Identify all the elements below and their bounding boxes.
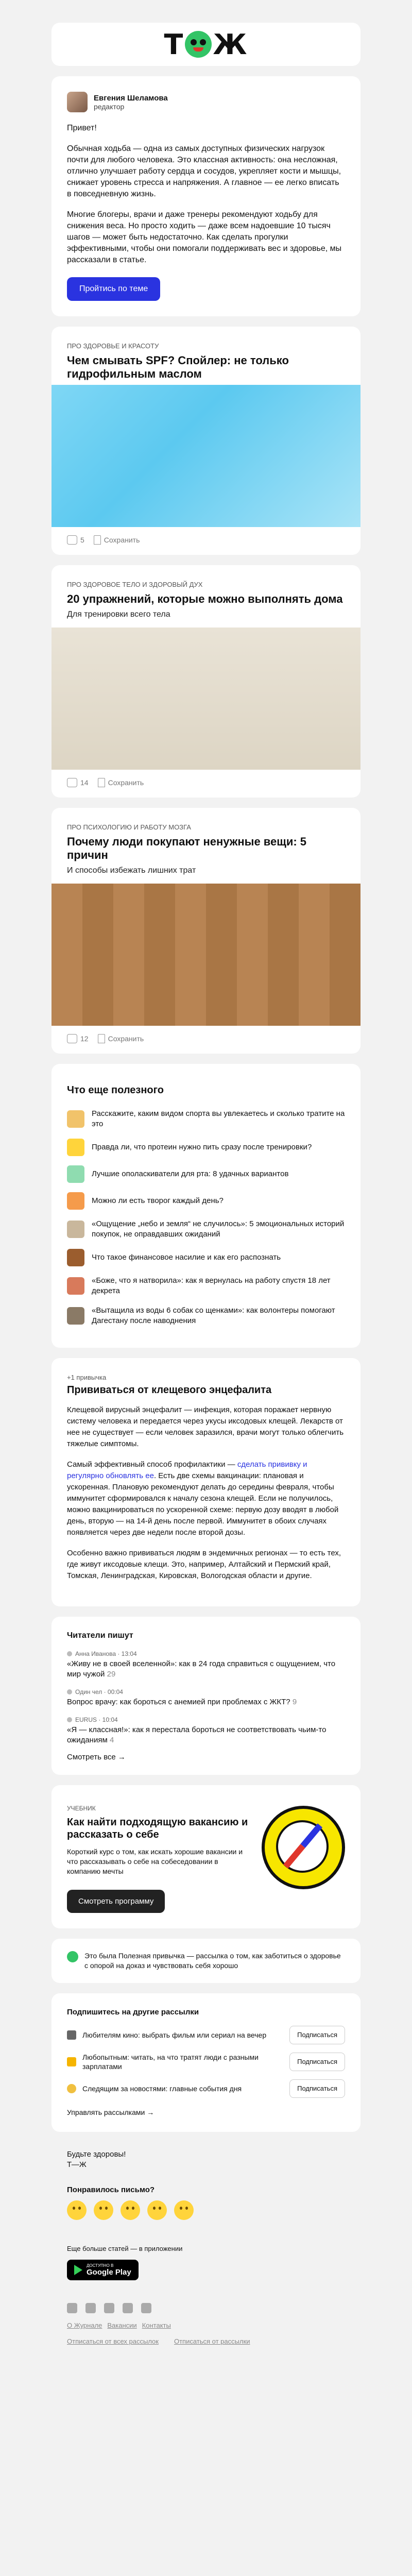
thumbnail: [67, 1277, 84, 1295]
logo-letter-t: Т: [164, 28, 184, 61]
save-button[interactable]: Сохранить: [94, 535, 140, 545]
footer-links: [52, 2321, 360, 2329]
emoji-happy-icon[interactable]: [147, 2200, 167, 2220]
course-program-button[interactable]: Смотреть программу: [67, 1890, 165, 1913]
intro-card: [52, 76, 360, 316]
compass-icon: [262, 1806, 345, 1889]
bookmark-icon: [98, 778, 105, 787]
comments-counter[interactable]: 5: [67, 535, 84, 545]
article-image-shopping[interactable]: [52, 884, 360, 1026]
thumbnail: [67, 1192, 84, 1210]
habit-paragraph-2: Самый эффективный способ профилактики — сделать прививку и регулярно обновлять ее. Есть две схемы вакцинации: плановая и ускоренная. Плановую рекомендуют делать до середины февраля, чтобы иммунитет сформировался к началу сезона клещей. Если не получилось, можно вакцинироваться по ускоренной схеме: первую дозу вводят в любой день, вторую — на 14-й день после первой. Иммунитет в обоих случаях появляется через две недели после второй дозы.: [67, 1460, 339, 1537]
list-item[interactable]: «Боже, что я натворила»: как я вернулась на работу спустя 18 лет декрета: [52, 1276, 360, 1296]
apple-icon: [67, 1951, 78, 1962]
article-title[interactable]: Почему люди покупают ненужные вещи: 5 причин: [67, 835, 307, 861]
telegram-icon[interactable]: [85, 2303, 96, 2313]
list-item[interactable]: «Ощущение „небо и земля“ не случилось»: 5 эмоциональных историй покупок, не оправдавших ожиданий: [52, 1219, 360, 1240]
unsubscribe-links: [52, 2337, 360, 2345]
thumbnail: [67, 1110, 84, 1128]
course-card: [52, 1785, 360, 1928]
youtube-icon[interactable]: [141, 2303, 151, 2313]
x-icon[interactable]: [104, 2303, 114, 2313]
avatar: [67, 1651, 72, 1656]
money-icon: [67, 2057, 76, 2066]
article-subtitle: И способы избежать лишних трат: [67, 866, 196, 875]
course-text: Короткий курс о том, как искать хорошие вакансии и что рассказывать о себе на собеседовании в компанию мечты: [67, 1848, 243, 1875]
course-title[interactable]: Как найти подходящую вакансию и рассказать о себе: [67, 1817, 248, 1840]
save-button[interactable]: Сохранить: [98, 1034, 144, 1043]
reader-post[interactable]: Анна Иванова · 13:04 «Живу не в своей вселенной»: как в 24 года справиться с ощущением, что мир чужой 29: [67, 1650, 336, 1679]
comment-icon: [67, 535, 77, 545]
comment-icon: [67, 1034, 77, 1043]
article-subtitle: Для тренировки всего тела: [67, 610, 170, 619]
author-block: [67, 92, 345, 112]
list-item[interactable]: Лучшие ополаскиватели для рта: 8 удачных вариантов: [52, 1165, 360, 1183]
tzh-logo[interactable]: [164, 28, 248, 61]
list-item[interactable]: Что такое финансовое насилие и как его распознать: [52, 1249, 360, 1266]
footer-link-jobs[interactable]: Вакансии: [107, 2321, 137, 2329]
article-image-exercise[interactable]: [52, 628, 360, 770]
subscription-row: Любопытным: читать, на что тратят люди с разными зарплатами Подписаться: [52, 2053, 360, 2071]
list-item[interactable]: Можно ли есть творог каждый день?: [52, 1192, 360, 1210]
bookmark-icon: [94, 535, 101, 545]
useful-links-card: [52, 1064, 360, 1348]
article-image-skincare[interactable]: [52, 385, 360, 527]
avatar: [67, 92, 88, 112]
avatar: [67, 1717, 72, 1722]
social-links: [52, 2303, 360, 2313]
unsubscribe-all-link[interactable]: Отписаться от всех рассылок: [67, 2337, 159, 2345]
subscribe-button[interactable]: Подписаться: [289, 2053, 345, 2071]
course-rubric: УЧЕБНИК: [67, 1805, 96, 1812]
emoji-sad-icon[interactable]: [94, 2200, 113, 2220]
list-item[interactable]: «Вытащила из воды 6 собак со щенками»: как волонтеры помогают Дагестану после наводнения: [52, 1306, 360, 1326]
habit-card: [52, 1358, 360, 1606]
thumbnail: [67, 1249, 84, 1266]
vaccination-link[interactable]: сделать прививку и регулярно обновлять ее: [67, 1460, 307, 1480]
comments-counter[interactable]: 12: [67, 1034, 89, 1043]
rating-row: [52, 2200, 360, 2220]
intro-paragraph-1: Обычная ходьба — одна из самых доступных физических нагрузок почти для любого человека. Это классная активность: она несложная, отлично улучшает работу сердца и сосудов, укрепляет кости и мышцы, снижает уровень стресса и напряжения. А главное — ее легко вписать в повседневную жизнь.: [67, 144, 341, 198]
unsubscribe-link[interactable]: Отписаться от рассылки: [174, 2337, 250, 2345]
signoff: Будьте здоровы! Т—Ж: [67, 2150, 126, 2169]
article-title[interactable]: Чем смывать SPF? Спойлер: не только гидрофильным маслом: [67, 354, 289, 380]
article-title[interactable]: 20 упражнений, которые можно выполнять дома: [67, 592, 343, 605]
see-all-link[interactable]: Смотреть все →: [67, 1753, 126, 1761]
app-promo-text: Еще больше статей — в приложении: [67, 2245, 183, 2252]
author-name: Евгения Шеламова: [94, 93, 168, 103]
comment-count: 4: [109, 1736, 114, 1744]
thumbnail: [67, 1165, 84, 1183]
subscriptions-card: [52, 1993, 360, 2132]
bell-icon: [67, 2084, 76, 2093]
avatar: [67, 1689, 72, 1694]
emoji-very-sad-icon[interactable]: [67, 2200, 87, 2220]
useful-title: Что еще полезного: [67, 1084, 164, 1096]
readers-title: Читатели пишут: [67, 1631, 133, 1640]
subscription-row: Следящим за новостями: главные события дня Подписаться: [52, 2079, 360, 2098]
author-role: редактор: [94, 102, 125, 111]
reader-post[interactable]: EURUS · 10:04 «Я — классная!»: как я перестала бороться не соответствовать чьим-то ожиданиям 4: [67, 1716, 327, 1744]
habit-title: Прививаться от клещевого энцефалита: [67, 1384, 272, 1396]
dzen-icon[interactable]: [123, 2303, 133, 2313]
comment-count: 29: [107, 1670, 116, 1679]
article-card[interactable]: [52, 808, 360, 1054]
habit-rubric: +1 привычка: [67, 1374, 107, 1381]
google-play-button[interactable]: ДОСТУПНО В Google Play: [67, 2260, 139, 2280]
footer-link-about[interactable]: О Журнале: [67, 2321, 102, 2329]
article-rubric[interactable]: ПРО ЗДОРОВЬЕ И КРАСОТУ: [67, 342, 159, 350]
manage-subscriptions-link[interactable]: Управлять рассылками →: [67, 2108, 154, 2116]
film-icon: [67, 2030, 76, 2040]
rating-title: Понравилось письмо?: [67, 2185, 155, 2194]
subscription-row: Любителям кино: выбрать фильм или сериал на вечер Подписаться: [52, 2026, 360, 2044]
comments-counter[interactable]: 14: [67, 778, 89, 787]
logo-header[interactable]: [52, 23, 360, 66]
comment-icon: [67, 778, 77, 787]
google-play-icon: [74, 2265, 82, 2275]
thumbnail: [67, 1221, 84, 1238]
readers-card: [52, 1617, 360, 1775]
habit-paragraph-1: Клещевой вирусный энцефалит — инфекция, которая поражает нервную систему человека и передается через укусы иксодовых клещей. Лекарств от нее не существует — если человек заразился, врачи могут только облегчить тяжелые симптомы.: [67, 1405, 344, 1448]
save-button[interactable]: Сохранить: [98, 778, 144, 787]
list-item[interactable]: Расскажите, каким видом спорта вы увлекаетесь и сколько тратите на это: [52, 1109, 360, 1129]
subscriptions-title: Подпишитесь на другие рассылки: [67, 2008, 199, 2016]
thumbnail: [67, 1307, 84, 1325]
subscribe-button[interactable]: Подписаться: [289, 2026, 345, 2044]
intro-paragraph-2: Многие блогеры, врачи и даже тренеры рекомендуют ходьбу для снижения веса. Но просто ходить — даже всем надоевшие 10 тысяч шагов — может быть недостаточно. Как сделать прогулки эффективными, чтобы они помогали поддерживать вес и здоровье, мы рассказали в статье.: [67, 210, 342, 264]
read-article-button[interactable]: Пройтись по теме: [67, 277, 160, 301]
newsletter-note: Это была Полезная привычка — рассылка о том, как заботиться о здоровье с опорой на доказ и чувствовать себя хорошо: [52, 1939, 360, 1983]
comment-count: 9: [292, 1698, 297, 1706]
article-rubric[interactable]: ПРО ПСИХОЛОГИЮ И РАБОТУ МОЗГА: [67, 823, 191, 831]
habit-paragraph-3: Особенно важно прививаться людям в эндемичных регионах — то есть тех, где живут иксодовые клещи. Это, например, Алтайский и Пермский край, Томская, Ленинградская, Кировская, Вологодская области и другие.: [67, 1549, 341, 1580]
article-rubric[interactable]: ПРО ЗДОРОВОЕ ТЕЛО И ЗДОРОВЫЙ ДУХ: [67, 581, 203, 588]
footer-link-contacts[interactable]: Контакты: [142, 2321, 171, 2329]
reader-post[interactable]: Один чел · 00:04 Вопрос врачу: как бороться с анемией при проблемах с ЖКТ? 9: [67, 1688, 297, 1706]
greeting: Привет!: [67, 124, 97, 132]
vk-icon[interactable]: [67, 2303, 77, 2313]
emoji-neutral-icon[interactable]: [121, 2200, 140, 2220]
article-card[interactable]: [52, 565, 360, 798]
article-card[interactable]: [52, 327, 360, 555]
subscribe-button[interactable]: Подписаться: [289, 2079, 345, 2098]
list-item[interactable]: Правда ли, что протеин нужно пить сразу после тренировки?: [52, 1139, 360, 1156]
logo-letter-zh: Ж: [213, 28, 248, 61]
apple-face-icon: [185, 31, 212, 58]
thumbnail: [67, 1139, 84, 1156]
bookmark-icon: [98, 1034, 105, 1043]
emoji-very-happy-icon[interactable]: [174, 2200, 194, 2220]
